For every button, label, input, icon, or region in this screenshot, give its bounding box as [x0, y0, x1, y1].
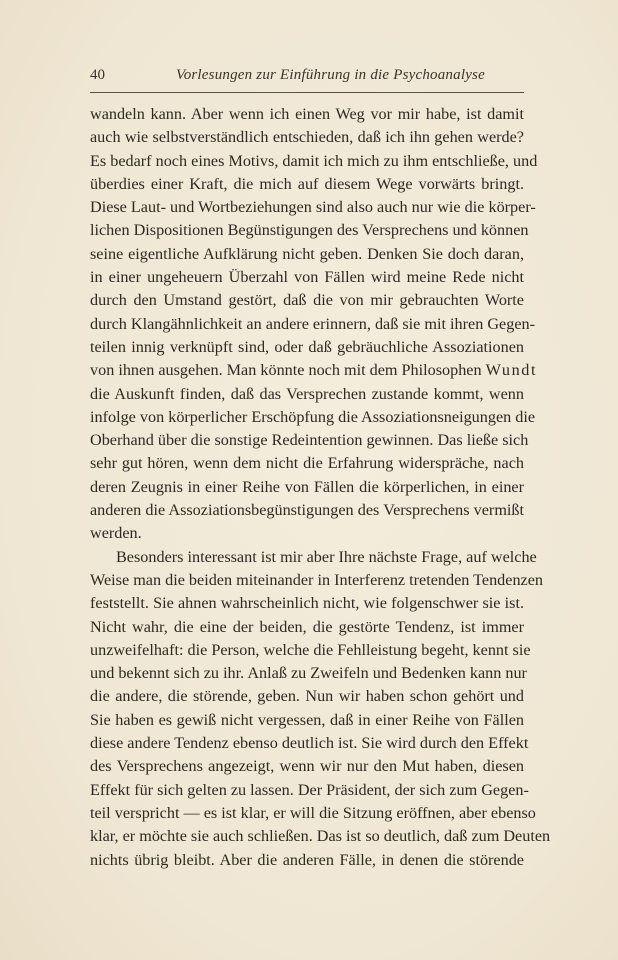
- text-line: wandeln kann. Aber wenn ich einen Weg vor mir habe, ist damit: [90, 105, 524, 123]
- header-rule: [90, 92, 524, 93]
- text-line: Diese Laut- und Wortbeziehungen sind also auch nur wie die körper-: [90, 198, 536, 217]
- paragraph-first-line: Besonders interessant ist mir aber Ihre nächste Frage, auf welche: [116, 547, 537, 566]
- text-line: durch Klangähnlichkeit an andere erinnern, daß sie mit ihren Gegen-: [90, 314, 535, 333]
- text-line: diese andere Tendenz ebenso deutlich ist. Sie wird durch den Effekt: [90, 734, 529, 753]
- text-line: anderen die Assoziationsbegünstigungen des Versprechens vermißt: [90, 501, 524, 520]
- text-line: Es bedarf noch eines Motivs, damit ich mich zu ihm entschließe, und: [90, 151, 538, 170]
- text-line: und bekennt sich zu ihr. Anlaß zu Zweifeln und Bedenken kann nur: [90, 664, 527, 683]
- text-line: werden.: [90, 524, 142, 543]
- body-text: [90, 103, 551, 872]
- text-line: unzweifelhaft: die Person, welche die Fehlleistung begeht, kennt sie: [90, 640, 531, 659]
- text-line: sehr gut hören, wenn dem nicht die Erfahrung widerspräche, nach: [90, 454, 524, 473]
- text-line: die andere, die störende, geben. Nun wir haben schon gehört und: [90, 687, 524, 706]
- text-line: Weise man die beiden miteinander in Interferenz tretenden Tendenzen: [90, 570, 544, 589]
- text-line: Sie haben es gewiß nicht vergessen, daß in einer Reihe von Fällen: [90, 710, 524, 729]
- text-line: teil verspricht — es ist klar, er will die Sitzung eröffnen, aber ebenso: [90, 803, 536, 822]
- text-line: klar, er möchte sie auch schließen. Das ist so deutlich, daß zum Deuten: [90, 827, 551, 846]
- text-line: seine eigentliche Aufklärung nicht geben. Denken Sie doch daran,: [90, 244, 524, 263]
- page-header: [90, 67, 524, 89]
- text-line-fragment: von ihnen ausgehen. Man könnte noch mit dem Philosophen: [90, 361, 482, 380]
- text-line: durch den Umstand gestört, daß die von mir gebrauchten Worte: [90, 291, 524, 310]
- text-line: auch wie selbstverständlich entschieden, daß ich ihn gehen werde?: [90, 128, 524, 147]
- text-line: infolge von körperlicher Erschöpfung die Assoziationsneigungen die: [90, 407, 536, 426]
- running-title: Vorlesungen zur Einführung in die Psychoanalyse: [176, 67, 485, 83]
- text-line: lichen Dispositionen Begünstigungen des Versprechens und können: [90, 221, 529, 240]
- text-line: deren Zeugnis in einer Reihe von Fällen die körperlichen, in einer: [90, 477, 524, 496]
- text-line: Nicht wahr, die eine der beiden, die gestörte Tendenz, ist immer: [90, 617, 524, 636]
- text-line: Effekt für sich gelten zu lassen. Der Präsident, der sich zum Gegen-: [90, 780, 529, 799]
- text-line: in einer ungeheuern Überzahl von Fällen wird meine Rede nicht: [90, 268, 524, 287]
- text-line-with-name: [90, 359, 538, 382]
- text-line: die Auskunft finden, daß das Versprechen zustande kommt, wenn: [90, 384, 524, 403]
- text-line: feststellt. Sie ahnen wahrscheinlich nicht, wie folgenschwer sie ist.: [90, 594, 524, 613]
- text-line: Oberhand über die sonstige Redeintention gewinnen. Das ließe sich: [90, 431, 529, 450]
- spaced-name: Wundt: [485, 361, 538, 380]
- page-number: 40: [90, 67, 105, 83]
- text-line: nichts übrig bleibt. Aber die anderen Fälle, in denen die störende: [90, 850, 524, 869]
- text-line: teilen innig verknüpft sind, oder daß gebräuchliche Assoziationen: [90, 337, 524, 356]
- text-line: des Versprechens angezeigt, wenn wir nur den Mut haben, diesen: [90, 757, 524, 776]
- text-line: überdies einer Kraft, die mich auf diesem Wege vorwärts bringt.: [90, 174, 524, 193]
